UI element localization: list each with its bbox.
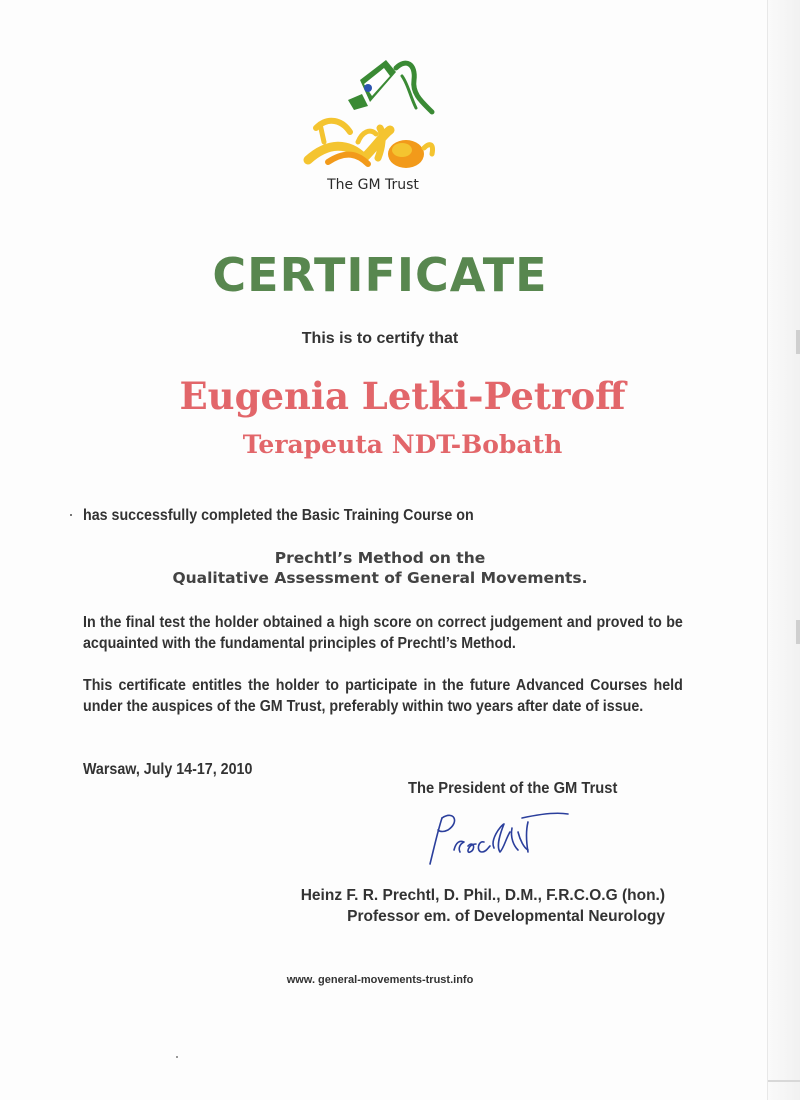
- holder-title: Terapeuta NDT-Bobath: [242, 430, 563, 459]
- scan-mark: [796, 620, 800, 644]
- entitlement-text: This certificate entitles the holder to participate in the future Advanced Courses held under the auspices of the GM Trust, preferably within two years after date of issue.: [83, 677, 683, 715]
- handwritten-signature-icon: [420, 800, 580, 870]
- test-result-paragraph: [83, 612, 683, 654]
- holder-name: Eugenia Letki-Petroff: [179, 374, 626, 418]
- president-label: The President of the GM Trust: [408, 780, 618, 797]
- signer-name: Heinz F. R. Prechtl, D. Phil., D.M., F.R.C.O.G (hon.): [300, 887, 665, 904]
- course-line-1: Prechtl’s Method on the: [274, 549, 486, 567]
- scan-speck: [176, 1056, 178, 1058]
- gm-trust-logo-icon: [298, 50, 448, 180]
- certify-intro: This is to certify that: [301, 330, 459, 347]
- test-result-text: In the final test the holder obtained a high score on correct judgement and proved to be acquainted with the fundamental principles of Prechtl’s Method.: [83, 614, 683, 652]
- website-url: www. general-movements-trust.info: [286, 974, 474, 986]
- certificate-title: CERTIFICATE: [212, 248, 548, 302]
- place-and-date: Warsaw, July 14-17, 2010: [83, 761, 253, 778]
- signer-role: Professor em. of Developmental Neurology: [347, 908, 665, 925]
- logo-caption: The GM Trust: [327, 177, 419, 193]
- entitlement-paragraph: [83, 675, 683, 717]
- scan-speck: [70, 514, 72, 516]
- course-name: [0, 548, 760, 588]
- scan-mark: [796, 330, 800, 354]
- scan-mark: [768, 1080, 800, 1082]
- completion-statement: has successfully completed the Basic Training Course on: [83, 507, 474, 524]
- scan-edge: [767, 0, 800, 1100]
- course-line-2: Qualitative Assessment of General Movements.: [172, 569, 588, 587]
